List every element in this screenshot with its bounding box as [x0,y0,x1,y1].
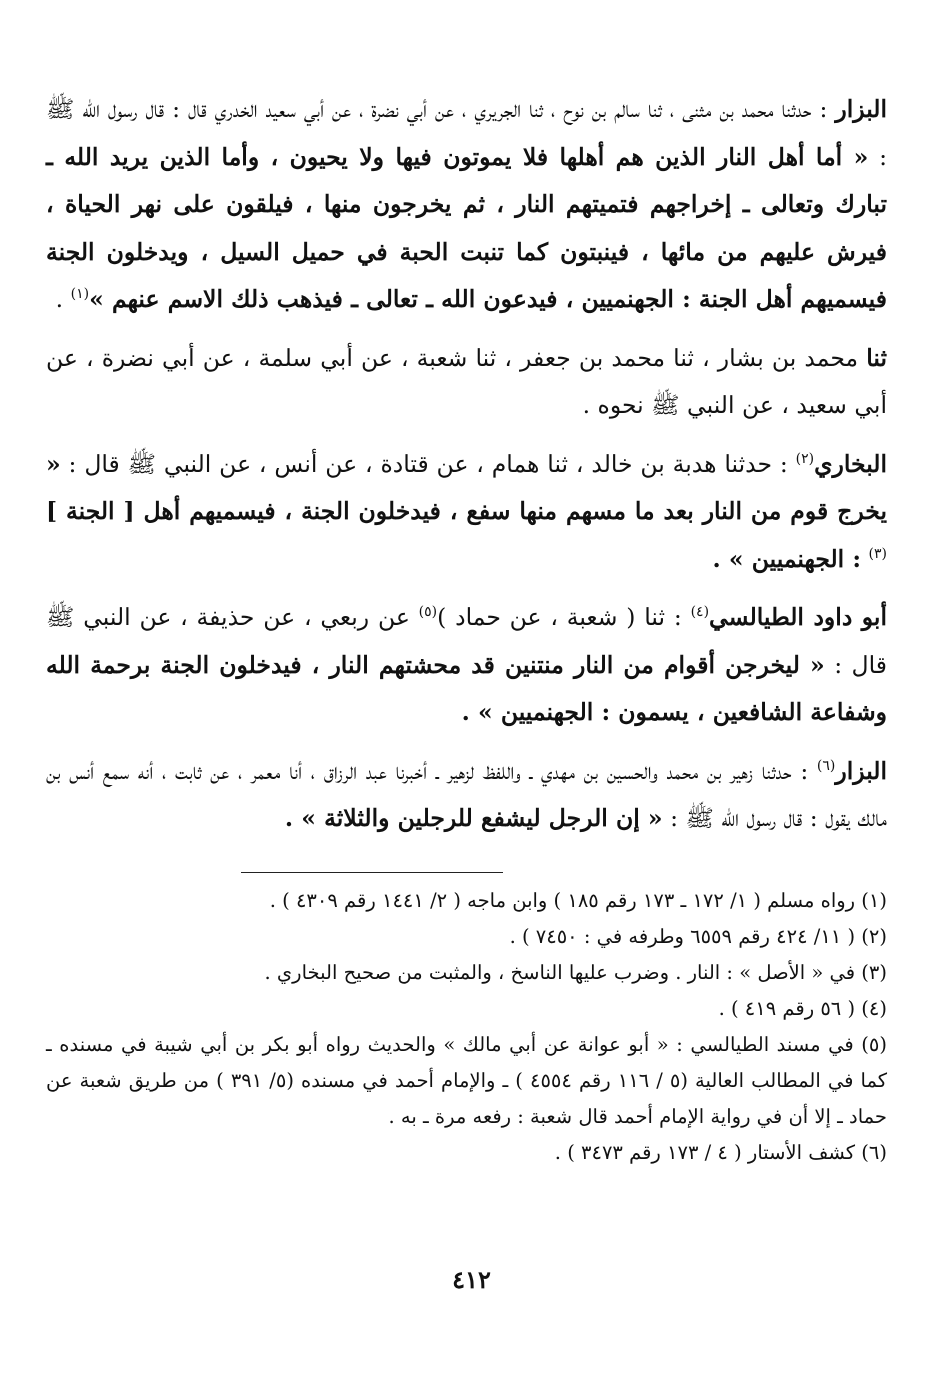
isnad-text: : حدثنا محمد بن مثنى ، ثنا سالم بن نوح ، ثنا الجريري ، عن أبي نضرة ، عن أبي سعيد الخدري قال : قال رسول الله ﷺ : [46,95,887,171]
footnote-ref: (٣) [868,545,887,562]
hadith-text: « ليخرجن أقوام من النار منتنين قد محشتهم النار ، فيدخلون الجنة برحمة الله وشفاعة الشافعين ، يسمون : الجهنميين » . [46,650,887,726]
hadith-text: « يخرج قوم من النار بعد ما مسهم منها سفع ، فيدخلون الجنة ، فيسميهم أهل [ الجنة ] [46,449,887,525]
footnote-ref: (٤) [690,604,710,621]
isnad-text: : حدثنا هدبة بن خالد ، ثنا همام ، عن قتادة ، عن أنس ، عن النبي ﷺ قال : [68,449,788,478]
footnote-5: (٥) في مسند الطيالسي : « أبو عوانة عن أبي مالك » والحديث رواه أبو بكر بن أبي شيبة في مسنده ـ كما في المطالب العالية (٥ / ١١٦ رقم ٤٥٥٤ ) ـ والإمام أحمد في مسنده (٥/ ٣٩١ ) من طريق شعبة عن حماد ـ إلا أن في رواية الإمام أحمد قال شعبة : رفعه مرة ـ به . [46,1032,887,1128]
paragraph-4 [46,594,887,737]
footnote-3: (٣) في « الأصل » : النار . وضرب عليها الناسخ ، والمثبت من صحيح البخاري . [264,960,887,984]
narrator-name: البزار [835,756,887,785]
narrator-name: البخاري [814,449,887,478]
narrator-name: البزار [835,95,887,123]
footnote-ref: (٢) [795,450,815,467]
paragraph-3 [46,441,887,584]
isnad-text: : حدثنا زهير بن محمد والحسين بن مهدي ـ واللفظ لزهير ـ أخبرنا عبد الرزاق ، أنا معمر ، عن ثابت ، أنه سمع أنس بن مالك يقول : قال رسول الله ﷺ : [46,756,887,832]
hadith-text-tail: : الجهنميين » . [712,544,862,573]
page-number: ٤١٢ [452,1265,491,1294]
footnote-2: (٢) ( ١١/ ٤٢٤ رقم ٦٥٥٩ وطرفه في : ٧٤٥٠ ) . [509,924,887,948]
paragraph-1: البزار : حدثنا محمد بن مثنى ، ثنا سالم بن نوح ، ثنا الجريري ، عن أبي نضرة ، عن أبي سعيد الخدري قال : قال رسول الله ﷺ : « أما أهل النار الذين هم أهلها فلا يموتون فيها ولا يحيون ، وأما الذين يريد الله ـ تبارك وتعالى ـ إخراجهم فتميتهم النار ، ثم يخرجون منها ، فيلقون على نهر الحياة ، فيرش عليهم من مائها ، فينبتون كما تنبت الحبة في حميل السيل ، ويدخلون الجنة فيسميهم أهل الجنة : الجهنميين ، فيدعون الله ـ تعالى ـ فيذهب ذلك الاسم عنهم »$^{(١)}$ . [46,95,887,313]
narrator-name: أبو داود الطيالسي [709,603,887,631]
footnotes [46,883,887,1171]
isnad-text: محمد بن بشار ، ثنا محمد بن جعفر ، ثنا شعبة ، عن أبي سلمة ، عن أبي نضرة ، عن أبي سعيد ، عن النبي ﷺ نحوه . [46,343,887,419]
paragraph-2 [46,335,887,430]
footnote-ref: (٥) [418,604,438,621]
footnote-4: (٤) ( ٥٦ رقم ٤١٩ ) . [718,996,887,1020]
isnad-text: : ثنا ( شعبة ، عن حماد ) [437,603,682,631]
hadith-text: « إن الرجل ليشفع للرجلين والثلاثة » . [284,804,663,832]
footnote-1: (١) رواه مسلم ( ١/ ١٧٢ ـ ١٧٣ رقم ١٨٥ ) وابن ماجه ( ٢/ ١٤٤١ رقم ٤٣٠٩ ) . [269,888,887,912]
narrator-name: ثنا [866,343,887,372]
paragraph-5 [46,748,887,843]
isnad-text-tail: عن ربعي ، عن حذيفة ، عن النبي ﷺ قال : [46,603,887,679]
hadith-text: « أما أهل النار الذين هم أهلها فلا يموتون فيها ولا يحيون ، وأما الذين يريد الله ـ تبارك وتعالى ـ إخراجهم فتميتهم النار ، ثم يخرجون منها ، فيلقون على نهر الحياة ، فيرش عليهم من مائها ، فينبتون كما تنبت الحبة في حميل السيل ، ويدخلون الجنة فيسميهم أهل الجنة : الجهنميين ، فيدعون الله ـ تعالى ـ فيذهب ذلك الاسم عنهم » [46,142,887,313]
footnote-ref: (١) [70,286,90,303]
footnote-6: (٦) كشف الأستار ( ٤ / ١٧٣ رقم ٣٤٧٣ ) . [554,1140,887,1164]
footnote-ref: (٦) [816,757,836,774]
footnote-separator [46,854,887,883]
